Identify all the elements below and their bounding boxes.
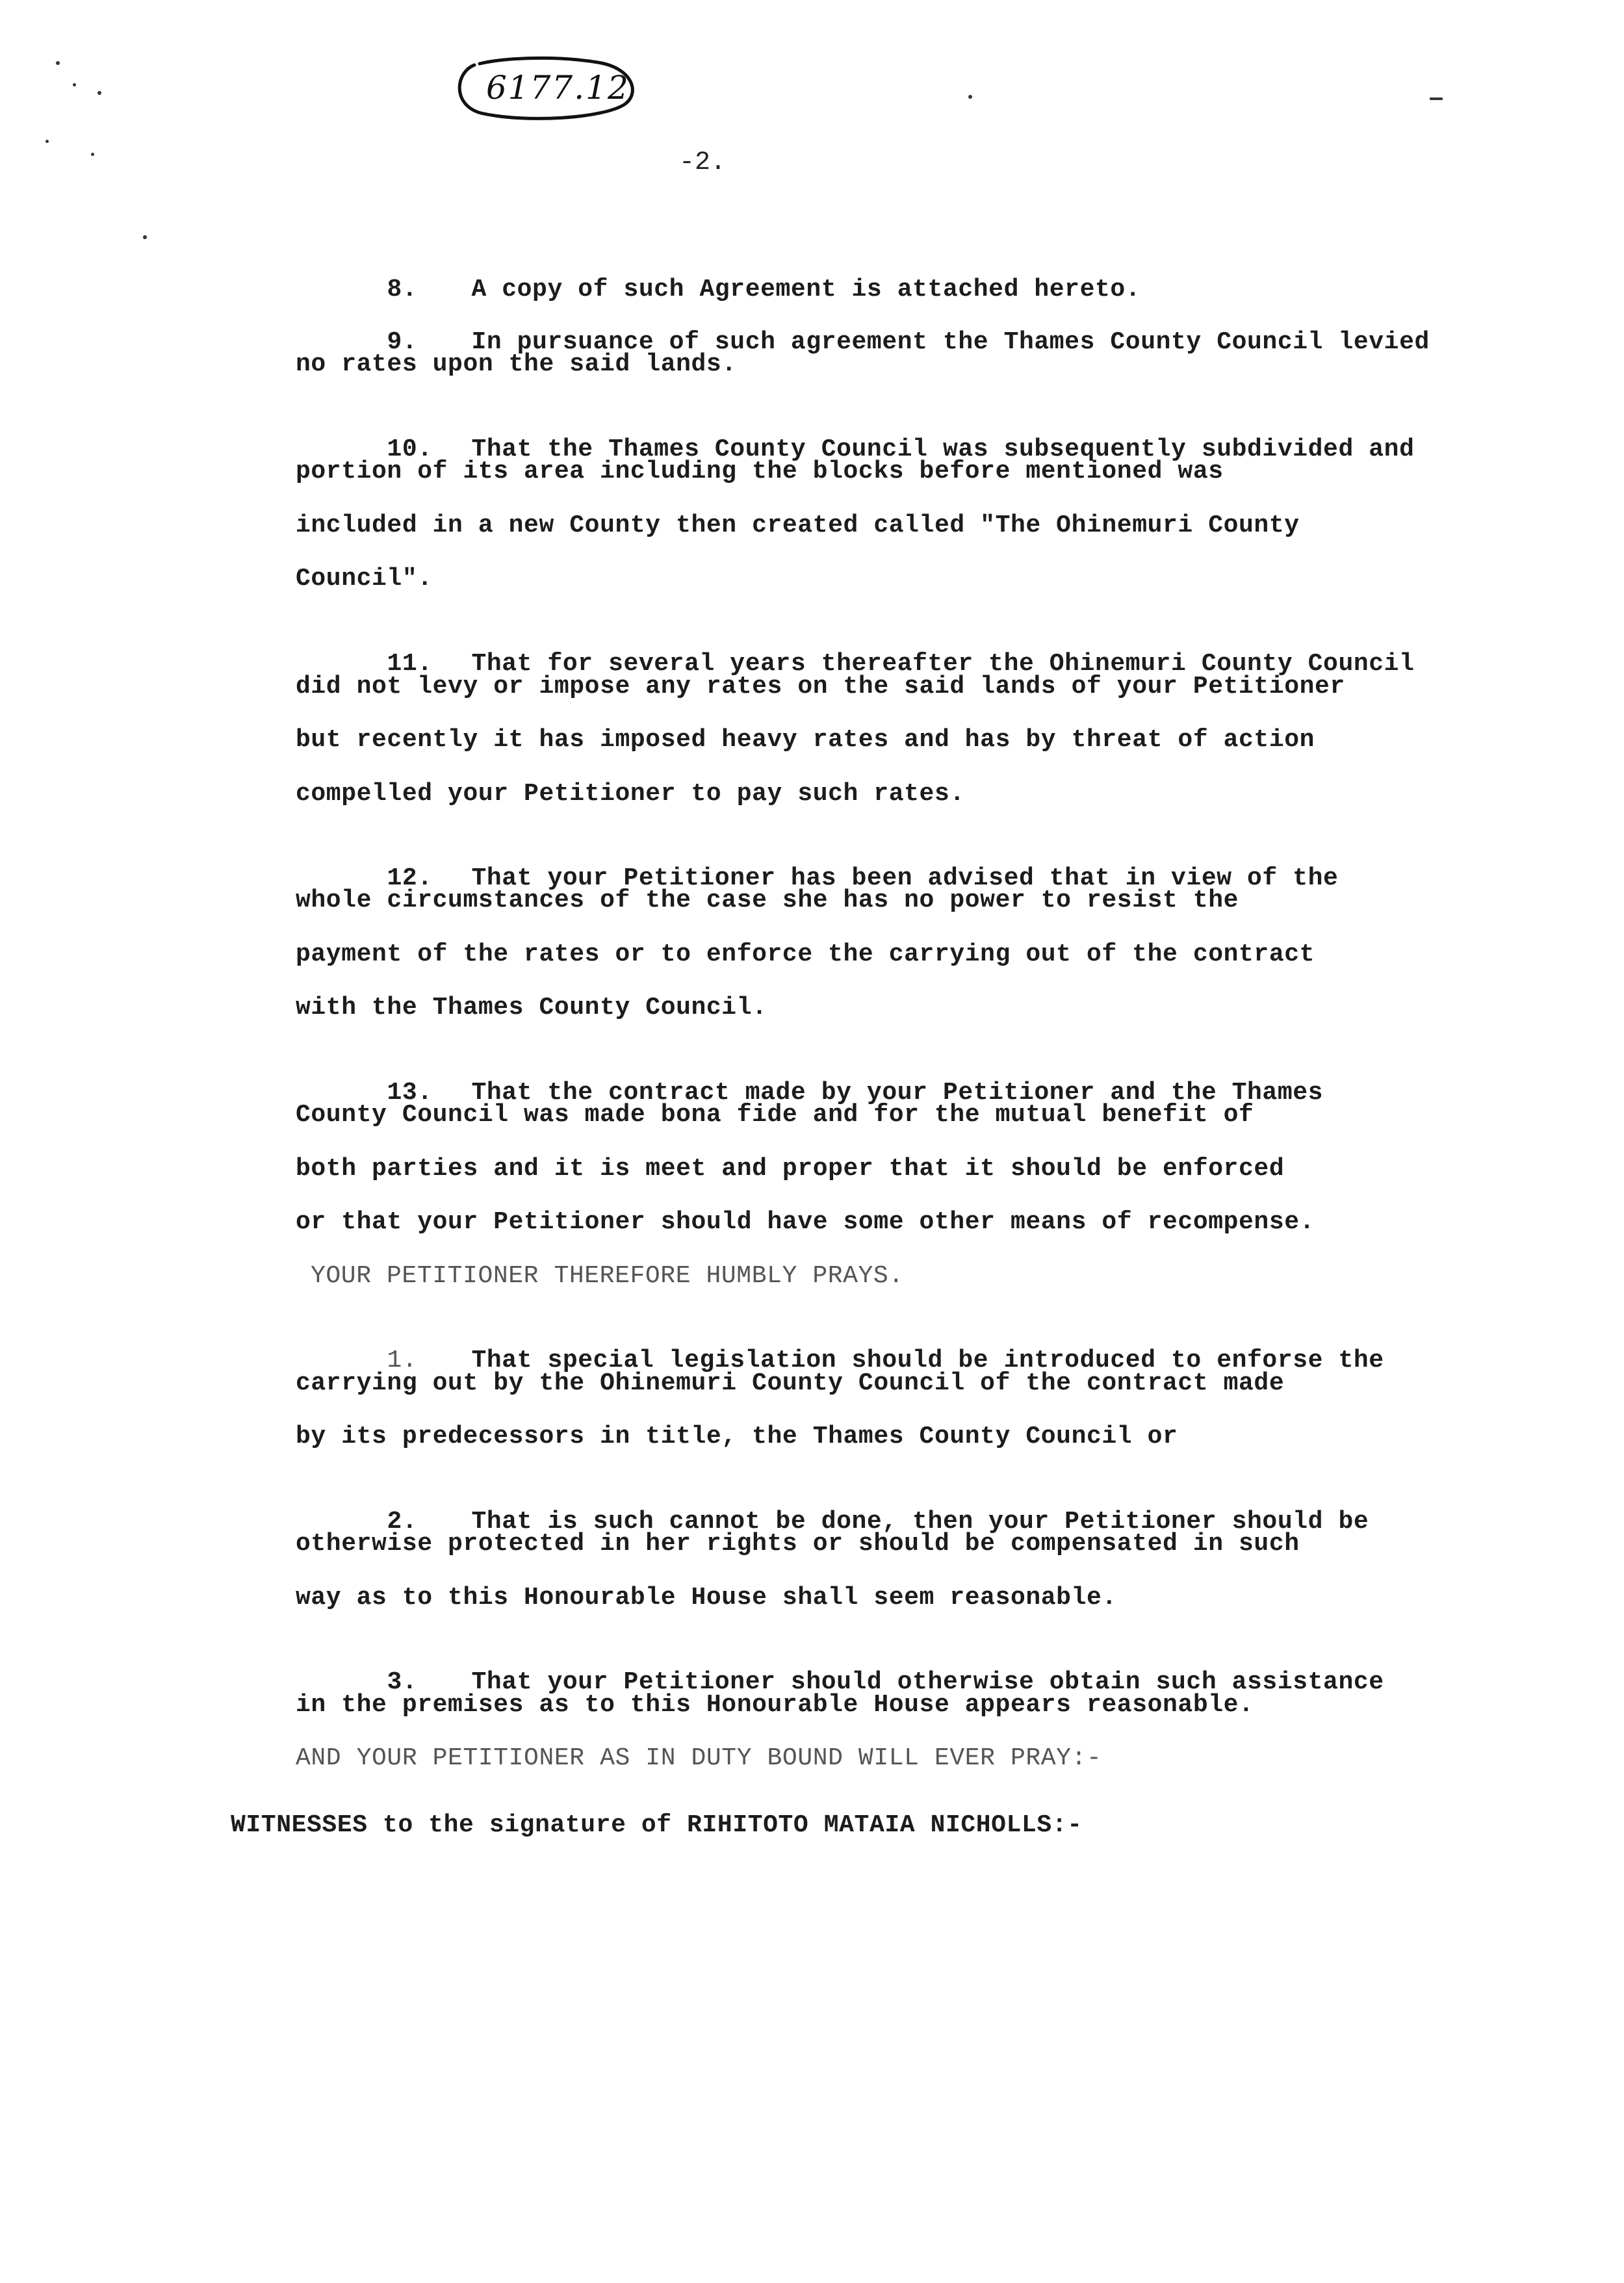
paragraph-line: portion of its area including the blocks before mentioned was [296, 458, 1224, 485]
paragraph-line: but recently it has imposed heavy rates and has by threat of action [296, 726, 1315, 754]
paragraph-line: or that your Petitioner should have some other means of recompense. [296, 1208, 1315, 1236]
scan-speck [968, 95, 972, 99]
paragraph-number: 11. [387, 650, 433, 678]
prayer-number: 1. [387, 1347, 418, 1374]
paragraph-line: That your Petitioner has been advised that in view of the [471, 864, 1339, 892]
paragraph-line: whole circumstances of the case she has no power to resist the [296, 886, 1239, 914]
scan-speck [143, 235, 147, 239]
paragraph-line: That for several years thereafter the Ohinemuri County Council [471, 650, 1415, 678]
handwritten-reference [448, 53, 643, 125]
paragraph-number: 8. [387, 276, 418, 303]
paragraph-line: That the contract made by your Petitioner and the Thames [471, 1079, 1324, 1107]
paragraph-number: 13. [387, 1079, 433, 1107]
paragraph-line: both parties and it is meet and proper that it should be enforced [296, 1155, 1285, 1183]
paragraph-number: 10. [387, 435, 433, 463]
paragraph-line: did not levy or impose any rates on the said lands of your Petitioner [296, 673, 1345, 701]
reference-number: 6177.12 [486, 69, 630, 107]
prayer-line: That special legislation should be introduced to enforse the [471, 1347, 1384, 1374]
prayer-line: That is such cannot be done, then your Petitioner should be [471, 1508, 1369, 1536]
paragraph-line: with the Thames County Council. [296, 994, 767, 1022]
prayer-line: in the premises as to this Honourable House appears reasonable. [296, 1691, 1254, 1719]
paragraph-line: no rates upon the said lands. [296, 350, 737, 378]
prayer-line: by its predecessors in title, the Thames County Council or [296, 1423, 1178, 1451]
scan-speck [45, 140, 49, 143]
paragraph-line: payment of the rates or to enforce the carrying out of the contract [296, 940, 1315, 968]
closing-prayer: AND YOUR PETITIONER AS IN DUTY BOUND WILL EVER PRAY:- [296, 1744, 1102, 1772]
paragraph-number: 12. [387, 864, 433, 892]
prayer-line: That your Petitioner should otherwise obtain such assistance [471, 1668, 1384, 1696]
paragraph-line: included in a new County then created called "The Ohinemuri County [296, 511, 1300, 539]
scan-speck [1430, 97, 1443, 100]
paragraph-line: That the Thames County Council was subsequently subdivided and [471, 435, 1415, 463]
paragraph-line: compelled your Petitioner to pay such rates. [296, 780, 965, 808]
scan-speck [56, 61, 60, 65]
page-number: -2. [679, 148, 727, 177]
scan-speck [97, 91, 101, 95]
prayer-line: otherwise protected in her rights or should be compensated in such [296, 1530, 1300, 1558]
paragraph-number: 9. [387, 328, 418, 356]
paragraph-line: In pursuance of such agreement the Thames County Council levied [471, 328, 1430, 356]
prayer-number: 2. [387, 1508, 418, 1536]
scan-speck [91, 153, 94, 156]
prayer-number: 3. [387, 1668, 418, 1696]
prayer-heading: YOUR PETITIONER THEREFORE HUMBLY PRAYS. [311, 1262, 904, 1290]
witnesses-line: WITNESSES to the signature of RIHITOTO MATAIA NICHOLLS:- [231, 1811, 1083, 1839]
paragraph-line: A copy of such Agreement is attached hereto. [471, 276, 1141, 303]
prayer-line: carrying out by the Ohinemuri County Council of the contract made [296, 1369, 1285, 1397]
paragraph-line: Council". [296, 565, 433, 593]
prayer-line: way as to this Honourable House shall seem reasonable. [296, 1584, 1117, 1612]
scan-speck [73, 83, 76, 86]
paragraph-line: County Council was made bona fide and for the mutual benefit of [296, 1101, 1254, 1129]
